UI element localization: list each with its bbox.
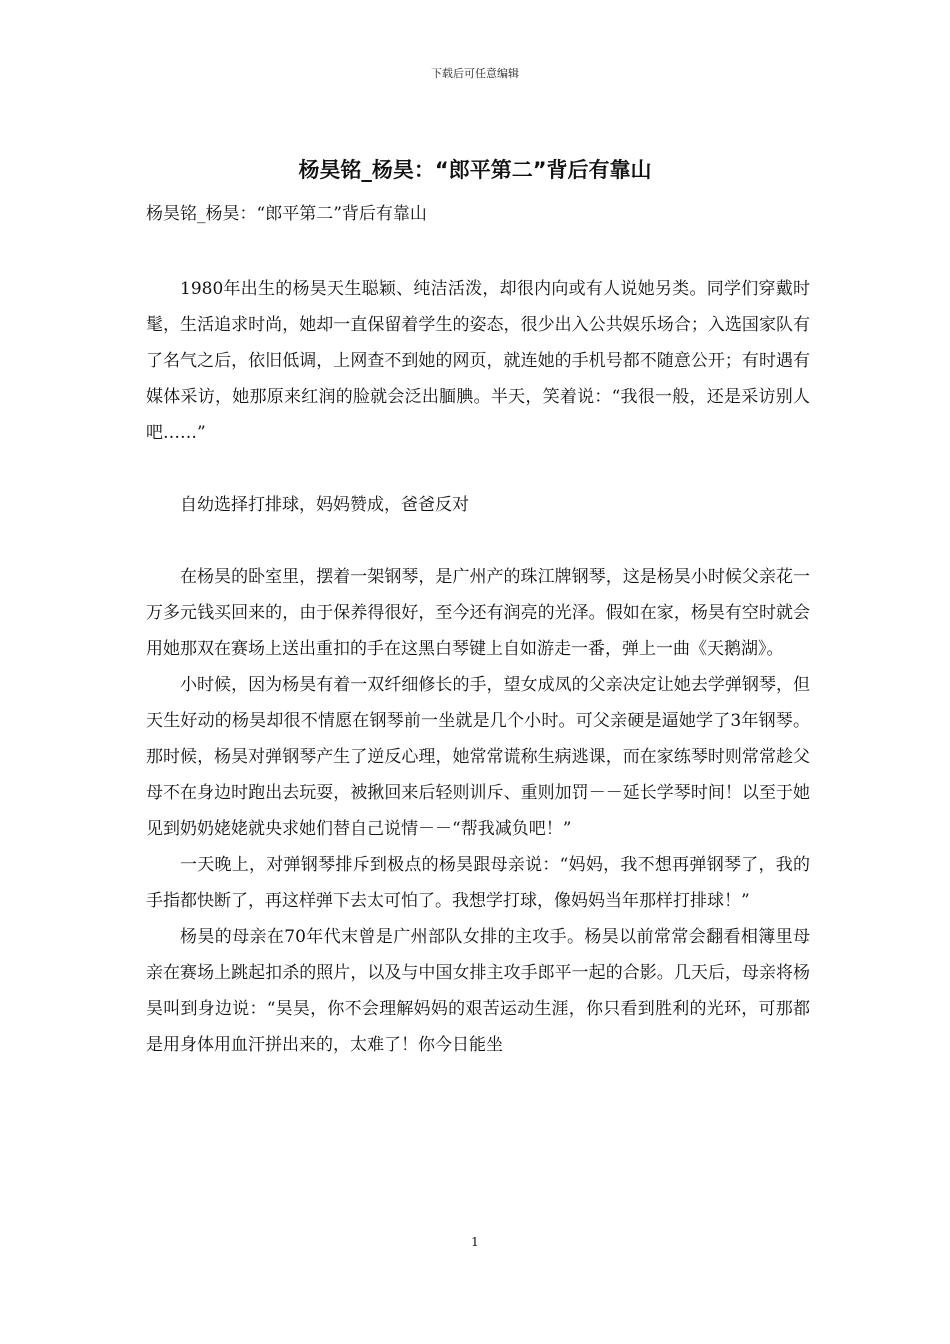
document-title: 杨昊铭_杨昊：“郎平第二”背后有靠山 bbox=[298, 158, 652, 182]
paragraph-childhood: 小时候，因为杨昊有着一双纤细修长的手，望女成凤的父亲决定让她去学弹钢琴，但天生好动的杨昊却很不情愿在钢琴前一坐就是几个小时。可父亲硬是逼她学了3年钢琴。那时候，杨昊对弹钢琴产生了逆反心理，她常常谎称生病逃课，而在家练琴时则常常趁父母不在身边时跑出去玩耍，被揪回来后轻则训斥、重则加罚－－延长学琴时间！以至于她见到奶奶姥姥就央求她们替自己说情－－“帮我减负吧！” bbox=[146, 675, 810, 839]
document-subtitle: 杨昊铭_杨昊：“郎平第二”背后有靠山 bbox=[146, 204, 427, 224]
document-body bbox=[146, 271, 810, 1063]
paragraph-spacer bbox=[146, 523, 810, 559]
paragraph-spacer bbox=[146, 451, 810, 487]
paragraph-evening: 一天晚上，对弹钢琴排斥到极点的杨昊跟母亲说：“妈妈，我不想再弹钢琴了，我的手指都快断了，再这样弹下去太可怕了。我想学打球，像妈妈当年那样打排球！” bbox=[146, 855, 810, 911]
paragraph-mother: 杨昊的母亲在70年代末曾是广州部队女排的主攻手。杨昊以前常常会翻看相簿里母亲在赛场上跳起扣杀的照片，以及与中国女排主攻手郎平一起的合影。几天后，母亲将杨昊叫到身边说：“昊昊，你不会理解妈妈的艰苦运动生涯，你只看到胜利的光环，可那都是用身体用血汗拼出来的，太难了！你今日能坐 bbox=[146, 927, 810, 1055]
section-heading: 自幼选择打排球，妈妈赞成，爸爸反对 bbox=[180, 495, 469, 515]
page-number: 1 bbox=[471, 1235, 479, 1249]
header-note: 下载后可任意编辑 bbox=[431, 67, 519, 80]
paragraph-piano: 在杨昊的卧室里，摆着一架钢琴，是广州产的珠江牌钢琴，这是杨昊小时候父亲花一万多元钱买回来的，由于保养得很好，至今还有润亮的光泽。假如在家，杨昊有空时就会用她那双在赛场上送出重扣的手在这黑白琴键上自如游走一番，弹上一曲《天鹅湖》。 bbox=[146, 567, 810, 659]
paragraph-intro: 1980年出生的杨昊天生聪颖、纯洁活泼，却很内向或有人说她另类。同学们穿戴时髦，生活追求时尚，她却一直保留着学生的姿态，很少出入公共娱乐场合；入选国家队有了名气之后，依旧低调，上网查不到她的网页，就连她的手机号都不随意公开；有时遇有媒体采访，她那原来红润的脸就会泛出腼腆。半天，笑着说：“我很一般，还是采访别人吧……” bbox=[146, 279, 810, 443]
